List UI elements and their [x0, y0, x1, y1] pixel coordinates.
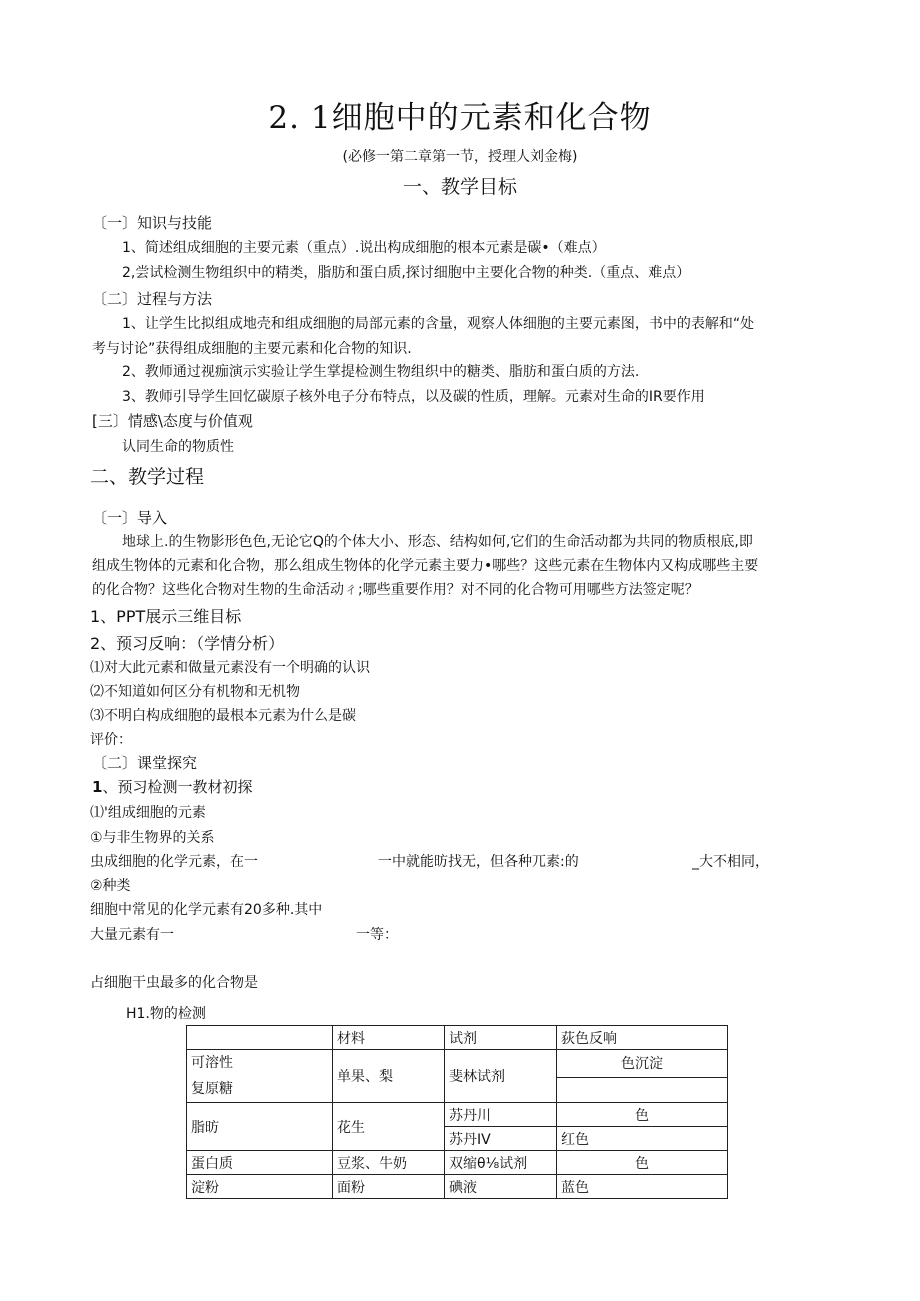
subtitle: (必修一第二章第一节，授理人刘金梅) [342, 149, 578, 165]
goal-item: 2、教师通过视痂演示实验让学生掌提检测生物组织中的糖类、脂肪和蛋白质的方法. [122, 364, 640, 380]
row-name-b: 复原糖 [191, 1081, 233, 1097]
kind-heading: ②种类 [90, 878, 131, 894]
table-row [187, 1103, 728, 1127]
table-cell: 双缩θ⅛试剂 [445, 1151, 557, 1175]
goal-item: 认同生命的物质性 [122, 439, 234, 455]
table-cell: 碘液 [445, 1175, 557, 1199]
preview-line: 2、预习反响：（学情分析） [90, 634, 285, 653]
header-cell: 荻色反响 [557, 1026, 728, 1050]
elements-heading: ⑴'组成细胞的元素 [90, 805, 206, 821]
table-row [187, 1151, 728, 1175]
table-cell: 豆浆、牛奶 [333, 1151, 445, 1175]
table-cell: 淀粉 [187, 1175, 333, 1199]
macro-line: 大量元素有一 [90, 927, 174, 943]
header-cell: 试剂 [445, 1026, 557, 1050]
table-cell: 蓝色 [557, 1175, 728, 1199]
table-cell: 脂昉 [187, 1103, 333, 1151]
goal-item: 3、教师引导学生回忆碳原子核外电子分布特点，以及碳的性质，理解。元素对生命的IR要作用 [122, 389, 705, 405]
section-heading-process: 二、教学过程 [90, 466, 205, 488]
preview-item: ⑵不知道如何区分有机物和无机物 [90, 684, 300, 700]
table-header-row [187, 1026, 728, 1050]
intro-text: 组成生物体的元素和化合物，那么组成生物体的化学元素主要力•哪些？这些元素在生物体内又构成哪些主要 [92, 558, 759, 574]
macro-line: 一等： [356, 927, 398, 943]
table-cell: 色 [557, 1103, 728, 1127]
intro-heading: 〔一〕导入 [92, 509, 168, 527]
table-cell: 色 [557, 1151, 728, 1175]
table-cell: 苏丹川 [445, 1103, 557, 1127]
check-number: 1 [92, 778, 103, 796]
table-cell: 面粉 [333, 1175, 445, 1199]
goal-item: 1、简述组成细胞的主要元素（重点）.说出构成细胞的根本元素是碳•（难点） [122, 240, 606, 256]
header-cell: 材料 [333, 1026, 445, 1050]
table-cell: 红色 [557, 1127, 728, 1151]
header-cell [187, 1026, 333, 1050]
goal-item: 考与讨论”获得组成细胞的主要元素和化合物的知识. [92, 341, 412, 357]
table-row [187, 1050, 728, 1078]
table-cell [187, 1050, 333, 1103]
section-heading-goals: 一、教学目标 [402, 176, 517, 198]
row-name-a: 可溶性 [191, 1055, 233, 1071]
detect-heading: H1.物的检测 [126, 1006, 206, 1022]
goal-heading-knowledge: 〔一〕知识与技能 [92, 214, 213, 232]
goal-item: 1、让学生比拟组成地壳和组成细胞的局部元素的含量，观察人体细胞的主要元素图，书中的表解和“处 [122, 316, 755, 332]
table-cell: 色沉淀 [557, 1050, 728, 1078]
relation-heading: ①与非生物界的关系 [90, 830, 215, 846]
table-cell: 单果、梨 [333, 1050, 445, 1103]
ppt-line: 1、PPT展示三维目标 [90, 607, 242, 626]
table-cell: 蛋白质 [187, 1151, 333, 1175]
check-text: 、预习检测一教材初探 [102, 778, 253, 796]
intro-text: 地球上.的生物影形色色,无论它Q的个体大小、形态、结构如何,它们的生命活动都为共同的物质根底,即 [122, 534, 753, 550]
table-cell: 花生 [333, 1103, 445, 1151]
explore-heading: 〔二〕课堂探究 [92, 754, 198, 772]
dry-weight-line: 占细胞干虫最多的化合物是 [90, 975, 258, 991]
relation-line: 虫成细胞的化学元素，在一 [90, 854, 258, 870]
evaluation-label: 评价： [90, 732, 132, 748]
check-heading [92, 776, 252, 797]
intro-text: 的化合物？这些化合物对生物的生命活动ㄔ;哪些重要作用？对不同的化合物可用哪些方法签定呢？ [92, 582, 699, 598]
page-title: 2. 1细胞中的元素和化合物 [268, 100, 652, 136]
preview-item: ⑶不明白构成细胞的最根本元素为什么是碳 [90, 708, 356, 724]
preview-item: ⑴对大此元素和做量元素没有一个明确的认识 [90, 660, 370, 676]
table-cell-empty [557, 1077, 728, 1102]
relation-line: _大不相同， [692, 854, 769, 870]
kind-line: 细胞中常见的化学元素有20多种.其中 [90, 902, 323, 918]
table-row [187, 1175, 728, 1199]
table-cell: 斐林试剂 [445, 1050, 557, 1103]
goal-item: 2,尝试检测生物组织中的精类，脂肪和蛋白质,探讨细胞中主要化合物的种类.（重点、难点） [122, 265, 691, 281]
goal-heading-attitude: [三〕情感\态度与价值观 [92, 412, 253, 430]
relation-line: 一中就能昉找无，但各种兀素:的 [378, 854, 579, 870]
detection-table [186, 1025, 728, 1199]
goal-heading-process: 〔二〕过程与方法 [92, 290, 213, 308]
table-cell: 苏丹IV [445, 1127, 557, 1151]
